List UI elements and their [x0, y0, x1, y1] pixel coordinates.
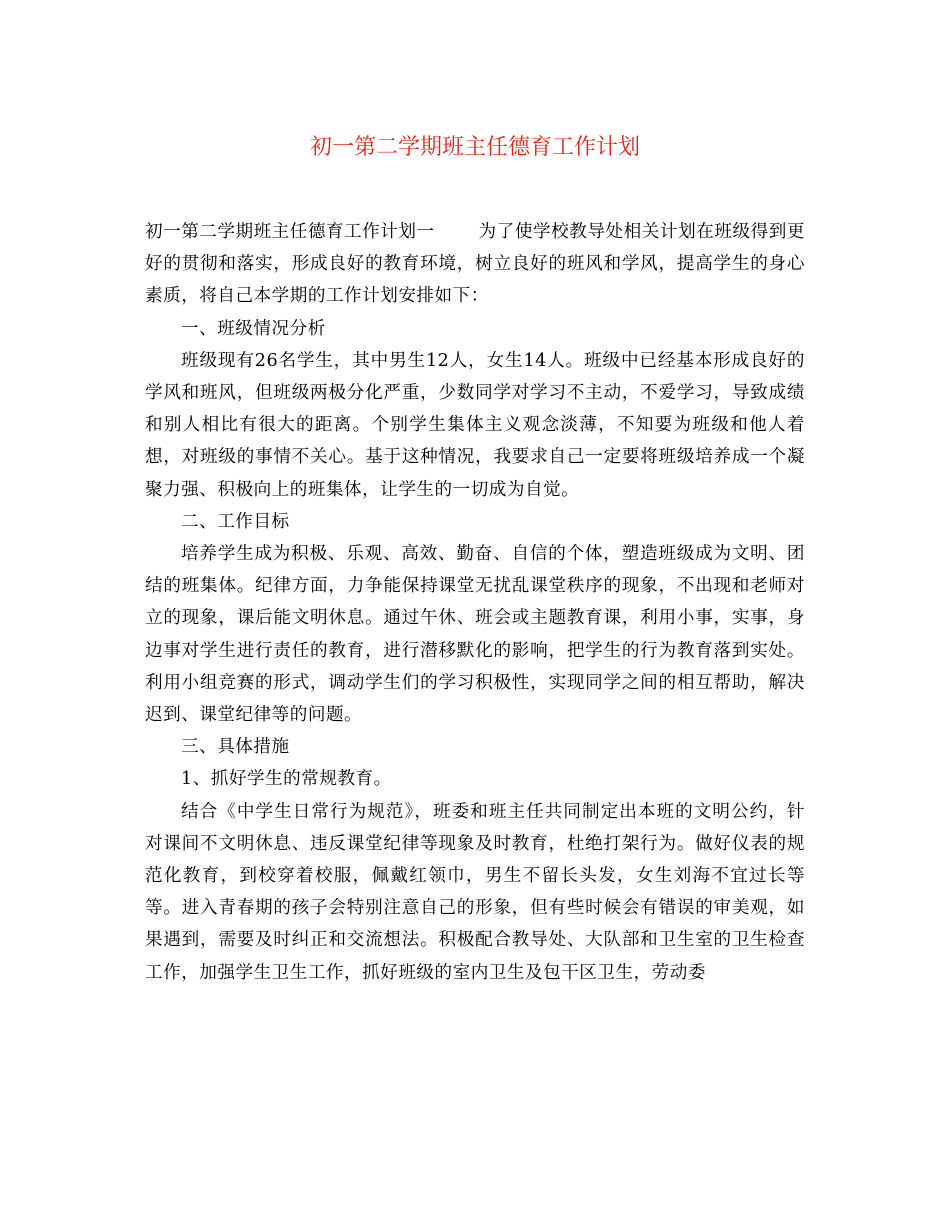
intro-paragraph [145, 216, 805, 313]
intro-heading: 初一第二学期班主任德育工作计划一 [145, 222, 435, 242]
subsection-paragraph-1: 结合《中学生日常行为规范》，班委和班主任共同制定出本班的文明公约，针对课间不文明休息、违反课堂纪律等现象及时教育，杜绝打架行为。做好仪表的规范化教育，到校穿着校服，佩戴红领巾，男生不留长头发，女生刘海不宜过长等等。进入青春期的孩子会特别注意自己的形象，但有些时候会有错误的审美观，如果遇到，需要及时纠正和交流想法。积极配合教导处、大队部和卫生室的卫生检查工作，加强学生卫生工作，抓好班级的室内卫生及包干区卫生，劳动委 [145, 801, 805, 983]
section-paragraph-1: 班级现有26名学生，其中男生12人，女生14人。班级中已经基本形成良好的学风和班风，但班级两极分化严重，少数同学对学习不主动，不爱学习，导致成绩和别人相比有很大的距离。个别学生集体主义观念淡薄，不知要为班级和他人着想，对班级的事情不关心。基于这种情况，我要求自己一定要将班级培养成一个凝聚力强、积极向上的班集体，让学生的一切成为自觉。 [145, 350, 805, 500]
section-heading-1: 一、班级情况分析 [181, 318, 326, 339]
subsection-heading-1: 1、抓好学生的常规教育。 [181, 769, 392, 790]
section-heading-3: 三、具体措施 [181, 737, 290, 758]
section-paragraph-2: 培养学生成为积极、乐观、高效、勤奋、自信的个体，塑造班级成为文明、团结的班集体。纪律方面，力争能保持课堂无扰乱课堂秩序的现象，不出现和老师对立的现象，课后能文明休息。通过午休、班会或主题教育课，利用小事，实事，身边事对学生进行责任的教育，进行潜移默化的影响，把学生的行为教育落到实处。利用小组竞赛的形式，调动学生们的学习积极性，实现同学之间的相互帮助，解决迟到、课堂纪律等的问题。 [145, 544, 805, 726]
document-body [145, 216, 805, 989]
document-title: 初一第二学期班主任德育工作计划 [309, 135, 640, 160]
intro-text: 为了使学校教导处相关计划在班级得到更好的贯彻和落实，形成良好的教育环境，树立良好的班风和学风，提高学生的身心素质，将自己本学期的工作计划安排如下： [145, 222, 805, 307]
section-heading-2: 二、工作目标 [181, 511, 290, 532]
